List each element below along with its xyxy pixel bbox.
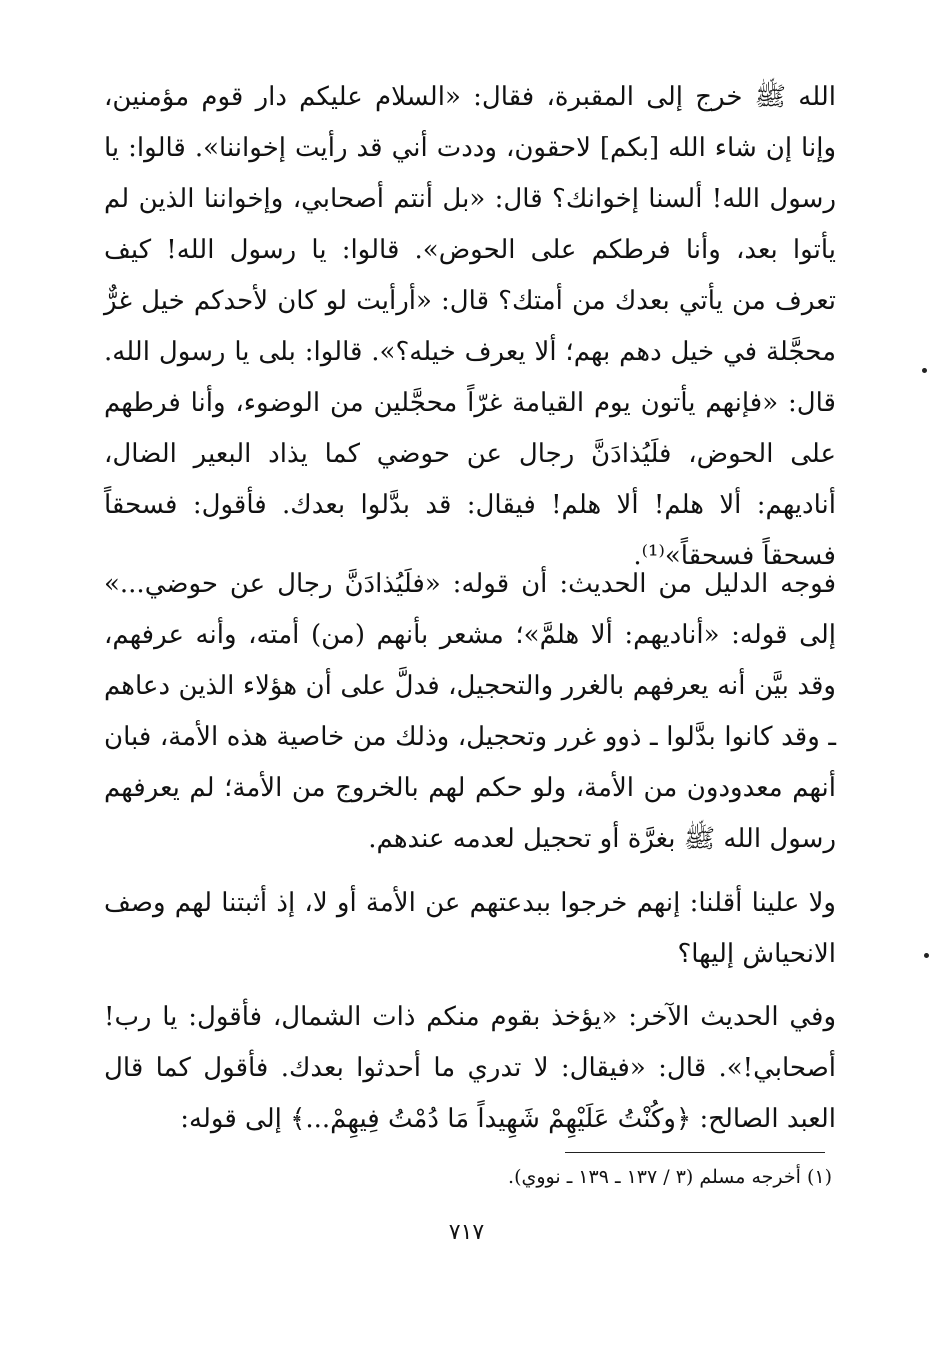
paragraph-hadith bbox=[104, 72, 836, 582]
page-number: ٧١٧ bbox=[448, 1220, 485, 1245]
paragraph-text: الله ﷺ خرج إلى المقبرة، فقال: «السلام عليكم دار قوم مؤمنين، وإنا إن شاء الله [بكم] لاحقون، وددت أني قد رأيت إخواننا». قالوا: يا رسول الله! ألسنا إخوانك؟ قال: «بل أنتم أصحابي، وإخواننا الذين لم يأتوا بعد، وأنا فرطكم على الحوض». قالوا: يا رسول الله! كيف تعرف من يأتي بعدك من أمتك؟ قال: «أرأيت لو كان لأحدكم خيل غرٌّ محجَّلة في خيل دهم بهم؛ ألا يعرف خيله؟». قالوا: بلى يا رسول الله. قال: «فإنهم يأتون يوم القيامة غرّاً محجَّلين من الوضوء، وأنا فرطهم على الحوض، فلَيُذادَنَّ رجال عن حوضي كما يذاد البعير الضال، أناديهم: ألا هلم! ألا هلم! فيقال: قد بدَّلوا بعدك. فأقول: فسحقاً فسحقاً فسحقاً»⁽¹⁾. bbox=[104, 82, 836, 571]
paragraph-question bbox=[104, 878, 836, 980]
paragraph-other-hadith bbox=[104, 992, 836, 1145]
footnote: (١) أخرجه مسلم (٣ / ١٣٧ ـ ١٣٩ ـ نووي). bbox=[508, 1166, 832, 1188]
footnote-divider bbox=[565, 1152, 825, 1153]
margin-dot-mark bbox=[924, 953, 929, 958]
paragraph-evidence bbox=[104, 559, 836, 865]
margin-dot-mark bbox=[922, 368, 927, 373]
paragraph-text: فوجه الدليل من الحديث: أن قوله: «فلَيُذادَنَّ رجال عن حوضي...» إلى قوله: «أناديهم: ألا هلمَّ»؛ مشعر بأنهم (من) أمته، وأنه عرفهم، وقد بيَّن أنه يعرفهم بالغرر والتحجيل، فدلَّ على أن هؤلاء الذين دعاهم ـ وقد كانوا بدَّلوا ـ ذوو غرر وتحجيل، وذلك من خاصية هذه الأمة، فبان أنهم معدودون من الأمة، ولو حكم لهم بالخروج من الأمة؛ لم يعرفهم رسول الله ﷺ بغرَّة أو تحجيل لعدمه عندهم. bbox=[104, 569, 836, 854]
paragraph-text: ولا علينا أقلنا: إنهم خرجوا ببدعتهم عن الأمة أو لا، إذ أثبتنا لهم وصف الانحياش إليها؟ bbox=[104, 888, 836, 969]
paragraph-text: وفي الحديث الآخر: «يؤخذ بقوم منكم ذات الشمال، فأقول: يا رب! أصحابي!». قال: «فيقال: لا تدري ما أحدثوا بعدك. فأقول كما قال العبد الصالح: ﴿وكُنْتُ عَلَيْهِمْ شَهِيداً مَا دُمْتُ فِيهِمْ...﴾ إلى قوله: bbox=[104, 1002, 837, 1134]
